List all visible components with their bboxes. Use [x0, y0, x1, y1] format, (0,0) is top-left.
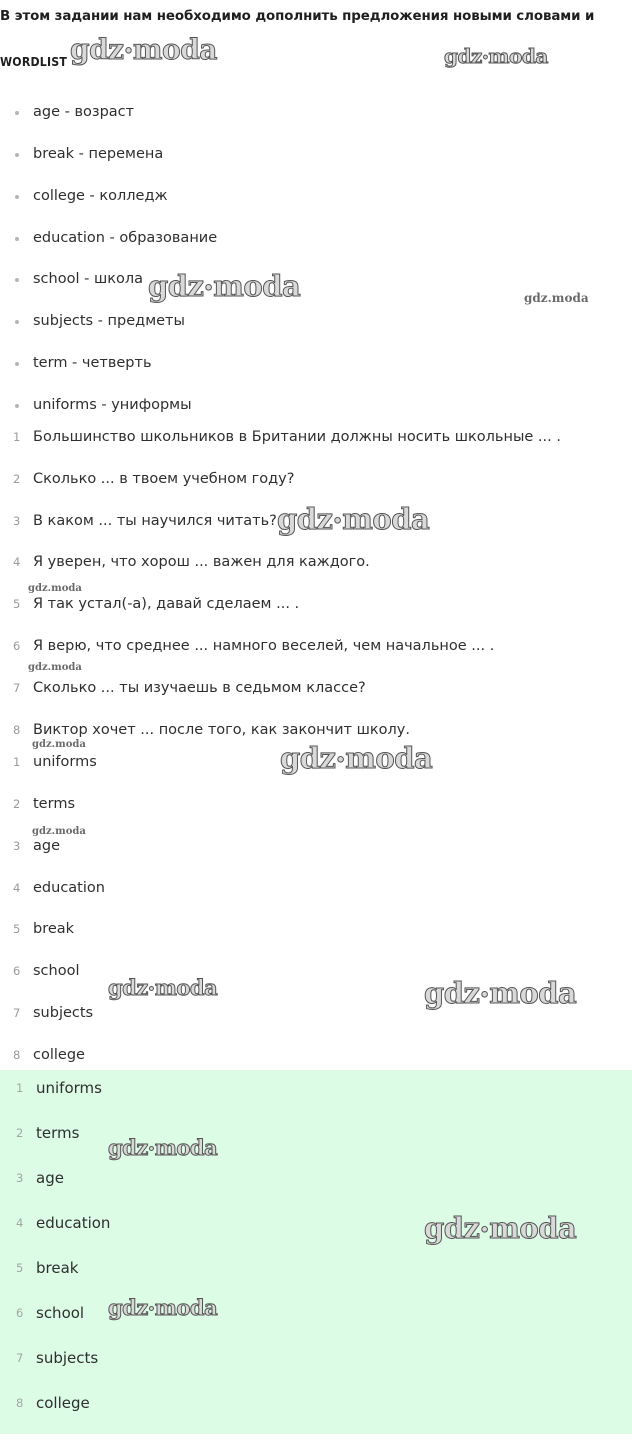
answer-text: education [33, 880, 105, 896]
wordlist-item-text: subjects - предметы [33, 313, 185, 329]
watermark-logo: gdz.moda [28, 583, 82, 594]
bullet-icon [15, 404, 19, 408]
bullet-icon [15, 195, 19, 199]
answer-text: age [33, 838, 61, 854]
sentence-text: Я так устал(-а), давай сделаем ... . [33, 596, 300, 612]
answer-text: school [36, 1304, 85, 1322]
sentence-text: Большинство школьников в Британии должны носить школьные ... . [33, 429, 561, 445]
item-number: 3 [13, 514, 21, 528]
watermark-logo: gdz•moda [424, 1211, 577, 1245]
item-number: 2 [16, 1126, 24, 1140]
bullet-icon [15, 362, 19, 366]
answer-text: education [36, 1214, 111, 1232]
watermark-logo: gdz.moda [524, 291, 589, 305]
answer-text: break [36, 1259, 79, 1277]
watermark-logo: gdz•moda [280, 741, 433, 775]
item-number: 5 [13, 922, 21, 936]
item-number: 8 [13, 1048, 21, 1062]
item-number: 7 [16, 1351, 24, 1365]
sentence-text: Я уверен, что хорош ... важен для каждого. [33, 554, 370, 570]
item-number: 6 [16, 1306, 24, 1320]
watermark-logo: gdz•moda [424, 976, 577, 1010]
wordlist-heading: WORDLIST [0, 54, 68, 69]
answer-highlight-box [0, 1070, 632, 1434]
watermark-logo: gdz•moda [148, 269, 301, 303]
watermark-logo: gdz•moda [108, 1295, 218, 1320]
wordlist-item-text: education - образование [33, 230, 218, 246]
bullet-icon [15, 278, 19, 282]
sentence-text: Сколько ... ты изучаешь в седьмом классе? [33, 680, 366, 696]
answer-text: school [33, 963, 80, 979]
item-number: 6 [13, 964, 21, 978]
answer-text: college [33, 1047, 85, 1063]
item-number: 1 [13, 755, 21, 769]
bullet-icon [15, 111, 19, 115]
bullet-icon [15, 237, 19, 241]
watermark-logo: gdz.moda [28, 662, 82, 673]
answer-text: uniforms [33, 754, 97, 770]
answer-text: age [36, 1169, 64, 1187]
item-number: 1 [16, 1081, 24, 1095]
item-number: 8 [16, 1396, 24, 1410]
wordlist-item-text: break - перемена [33, 146, 164, 162]
bullet-icon [15, 153, 19, 157]
watermark-logo: gdz.moda [32, 826, 86, 837]
sentence-text: Я верю, что среднее ... намного веселей, чем начальное ... . [33, 638, 495, 654]
item-number: 5 [13, 597, 21, 611]
sentence-text: Виктор хочет ... после того, как закончит школу. [33, 722, 410, 738]
wordlist-item-text: term - четверть [33, 355, 152, 371]
answer-text: terms [33, 796, 75, 812]
item-number: 2 [13, 797, 21, 811]
answer-text: college [36, 1394, 90, 1412]
answer-text: subjects [36, 1349, 99, 1367]
answer-text: subjects [33, 1005, 94, 1021]
bullet-icon [15, 320, 19, 324]
answer-text: terms [36, 1124, 80, 1142]
wordlist-item-text: age - возраст [33, 104, 135, 120]
item-number: 4 [16, 1216, 24, 1230]
watermark-logo: gdz•moda [108, 1135, 218, 1160]
wordlist-item-text: school - школа [33, 271, 143, 287]
sentence-text: Сколько ... в твоем учебном году? [33, 471, 295, 487]
item-number: 6 [13, 639, 21, 653]
item-number: 1 [13, 430, 21, 444]
item-number: 7 [13, 1006, 21, 1020]
watermark-logo: gdz•moda [70, 33, 217, 66]
item-number: 5 [16, 1261, 24, 1275]
watermark-logo: gdz.moda [32, 739, 86, 750]
watermark-logo: gdz•moda [277, 502, 430, 536]
task-intro: В этом задании нам необходимо дополнить предложения новыми словами и [0, 9, 595, 24]
wordlist-item-text: uniforms - униформы [33, 397, 192, 413]
watermark-logo: gdz•moda [444, 44, 548, 68]
item-number: 8 [13, 723, 21, 737]
item-number: 7 [13, 681, 21, 695]
answer-text: uniforms [36, 1079, 102, 1097]
item-number: 3 [13, 839, 21, 853]
answer-text: break [33, 921, 75, 937]
wordlist-item-text: college - колледж [33, 188, 168, 204]
item-number: 4 [13, 555, 21, 569]
sentence-text: В каком ... ты научился читать? [33, 513, 277, 529]
item-number: 3 [16, 1171, 24, 1185]
item-number: 4 [13, 881, 21, 895]
item-number: 2 [13, 472, 21, 486]
watermark-logo: gdz•moda [108, 975, 218, 1000]
